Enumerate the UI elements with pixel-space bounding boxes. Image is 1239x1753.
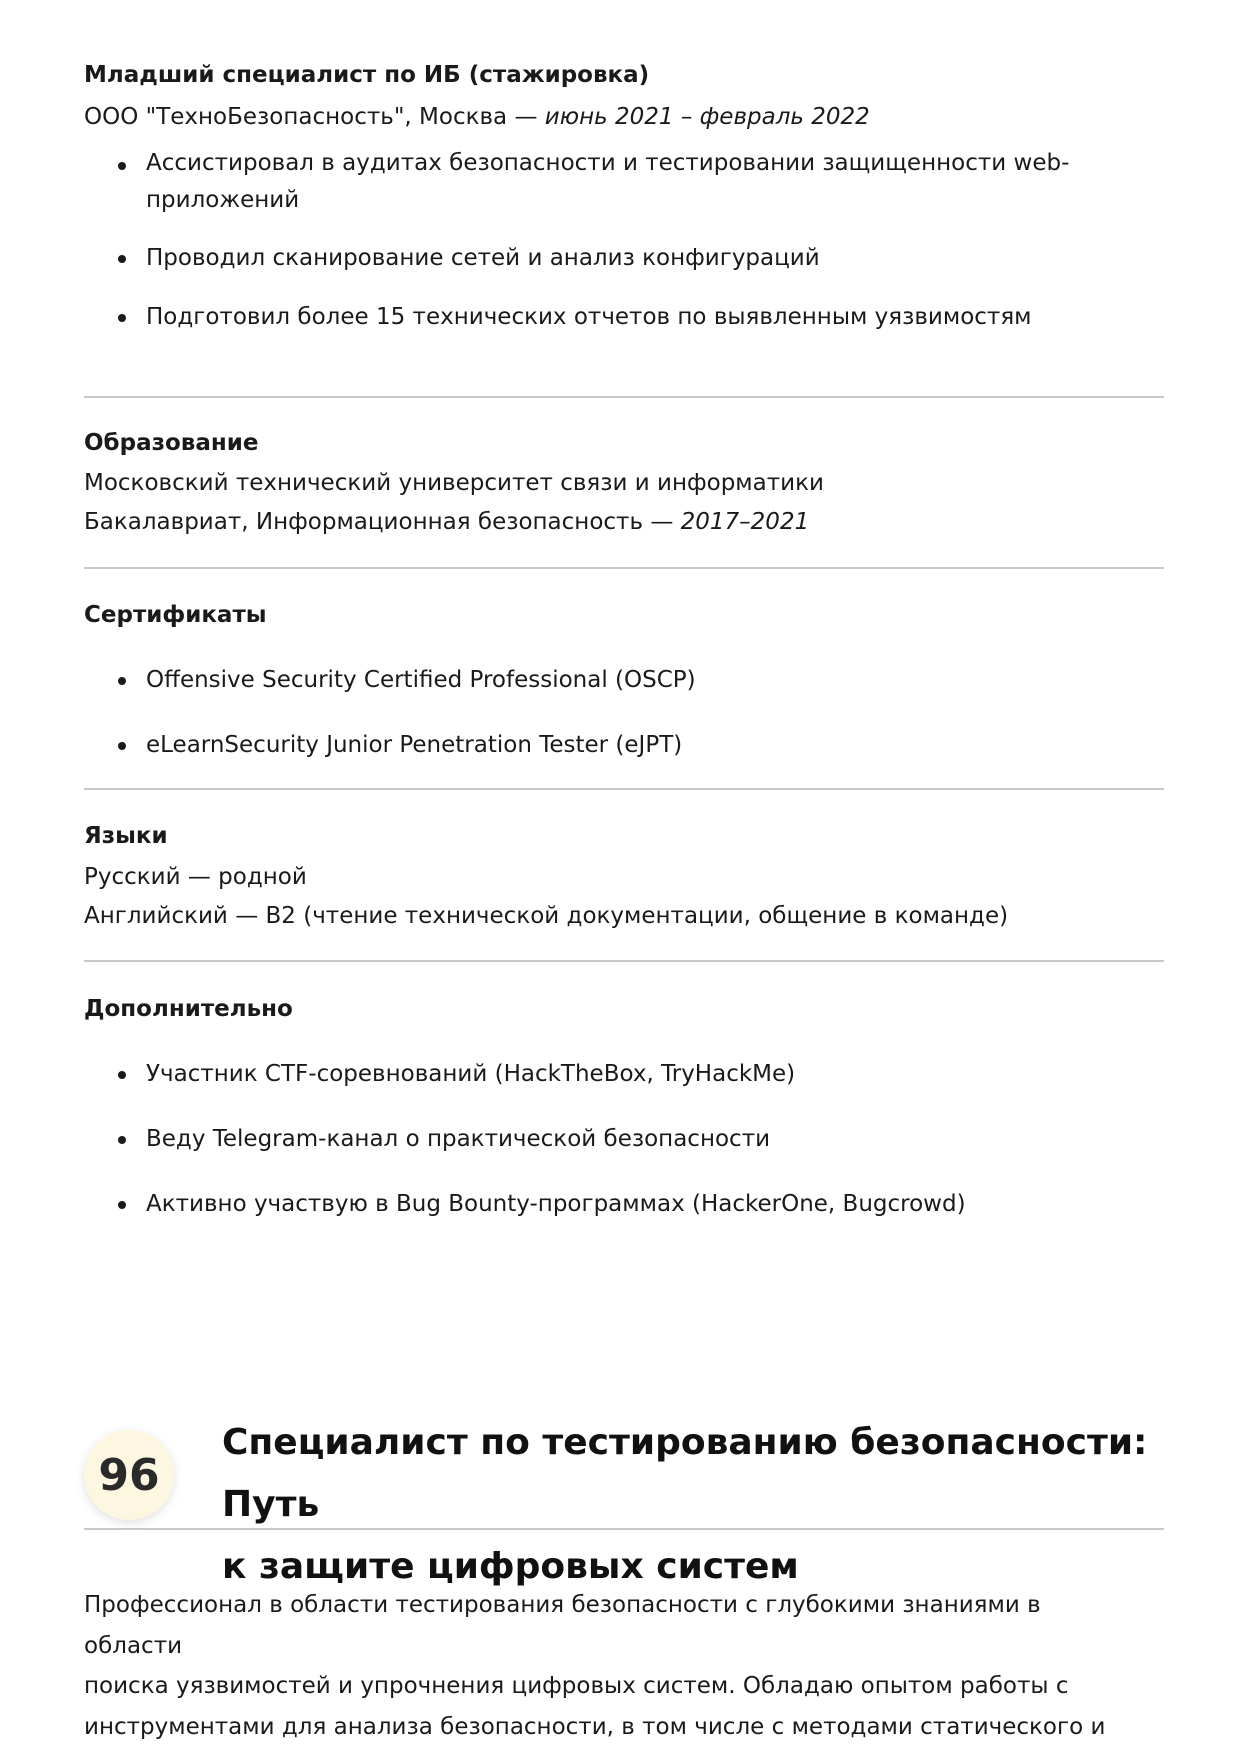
list-item: Участник CTF-соревнований (HackTheBox, TryHackMe): [84, 1054, 1164, 1094]
list-item: Offensive Security Certified Professional (OSCP): [84, 660, 1164, 700]
certificates-heading: Сертификаты: [84, 602, 267, 628]
language-item: Английский — B2 (чтение технической документации, общение в команде): [84, 903, 1009, 929]
extra-list: [84, 1054, 1164, 1094]
language-item: Русский — родной: [84, 864, 307, 890]
resume-number-badge: 96: [84, 1430, 174, 1520]
list-item: eLearnSecurity Junior Penetration Tester (eJPT): [84, 725, 1164, 765]
job-duties-list-2: [84, 238, 1164, 278]
list-item: Ассистировал в аудитах безопасности и тестировании защищенности web- приложений: [84, 145, 1164, 219]
list-item: Активно участвую в Bug Bounty-программах (HackerOne, Bugcrowd): [84, 1184, 1164, 1224]
education-university: Московский технический университет связи и информатики: [84, 470, 824, 496]
education-years: 2017–2021: [680, 509, 810, 535]
education-degree: Бакалавриат, Информационная безопасность — 2017–2021: [84, 509, 810, 535]
section-divider: [84, 567, 1164, 569]
list-item: Веду Telegram-канал о практической безопасности: [84, 1119, 1164, 1159]
education-heading: Образование: [84, 430, 259, 456]
job-duties-list: [84, 145, 1164, 219]
extra-heading: Дополнительно: [84, 996, 293, 1022]
extra-list-3: [84, 1184, 1164, 1224]
job-period: июнь 2021 – февраль 2022: [544, 104, 870, 130]
section-divider: [84, 396, 1164, 398]
title-divider: [84, 1528, 1164, 1530]
section-divider: [84, 788, 1164, 790]
certificates-list-2: [84, 725, 1164, 765]
job-title: Младший специалист по ИБ (стажировка): [84, 62, 650, 88]
extra-list-2: [84, 1119, 1164, 1159]
list-item: Подготовил более 15 технических отчетов по выявленным уязвимостям: [84, 297, 1164, 337]
resume-intro-paragraph: Профессионал в области тестирования безопасности с глубокими знаниями в области поиска уязвимостей и упрочнения цифровых систем. Обладаю опытом работы с инструментами для анализа безопасности, в том числе с методами статического и: [84, 1592, 1106, 1740]
list-item: Проводил сканирование сетей и анализ конфигураций: [84, 238, 1164, 278]
job-meta: [84, 104, 870, 130]
job-duties-list-3: [84, 297, 1164, 337]
section-divider: [84, 960, 1164, 962]
languages-heading: Языки: [84, 823, 168, 849]
resume-title: Специалист по тестированию безопасности: Путь к защите цифровых систем: [222, 1422, 1148, 1587]
job-company: ООО "ТехноБезопасность", Москва —: [84, 104, 545, 130]
certificates-list: [84, 660, 1164, 700]
